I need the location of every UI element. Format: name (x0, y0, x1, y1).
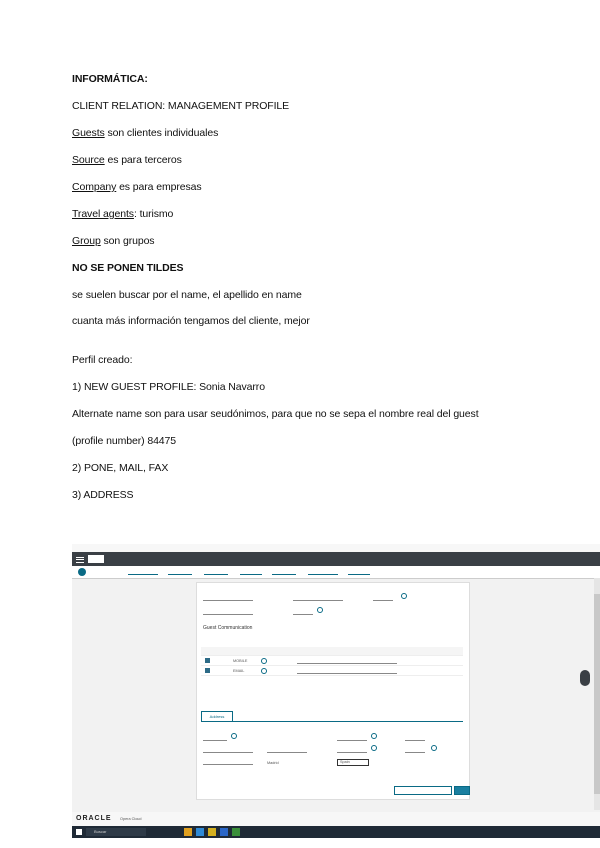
country-code-field[interactable] (337, 735, 367, 741)
folder-icon[interactable] (208, 828, 216, 836)
nav-item[interactable] (204, 569, 228, 575)
state-field[interactable] (337, 747, 367, 753)
name-field[interactable] (203, 595, 253, 601)
nav-item[interactable] (128, 569, 158, 575)
search-icon[interactable] (431, 745, 437, 751)
vip-field[interactable] (293, 609, 313, 615)
country-value: Spain (340, 760, 350, 764)
save-button[interactable] (454, 786, 470, 795)
doc-subtitle: CLIENT RELATION: MANAGEMENT PROFILE (72, 100, 290, 112)
item-desc: son grupos (100, 235, 155, 247)
doc-note-2: cuanta más información tengamos del cliente, mejor (72, 315, 310, 327)
doc-item-source (72, 154, 182, 166)
doc-warning: NO SE PONEN TILDES (72, 262, 184, 274)
windows-start-icon[interactable] (76, 829, 82, 835)
doc-step-1: 1) NEW GUEST PROFILE: Sonia Navarro (72, 381, 265, 393)
save-and-continue-button[interactable] (394, 786, 452, 795)
search-icon[interactable] (261, 658, 267, 664)
help-button[interactable] (580, 670, 590, 686)
city-value: Madrid (267, 761, 279, 765)
taskbar-search[interactable]: Buscar (86, 828, 146, 836)
item-term: Travel agents (72, 208, 134, 220)
scrollbar[interactable] (594, 578, 600, 810)
nav-item[interactable] (348, 569, 370, 575)
doc-alternate-note: Alternate name son para usar seudónimos, para que no se sepa el nombre real del guest (72, 408, 479, 420)
item-term: Group (72, 235, 101, 247)
address-line-field[interactable] (203, 747, 253, 753)
table-header (201, 647, 463, 656)
postal-code-field[interactable] (203, 759, 253, 765)
section-title: Guest Communication (203, 625, 253, 631)
type-field[interactable] (405, 735, 425, 741)
hamburger-menu-icon[interactable] (76, 555, 84, 563)
doc-step-2: 2) PONE, MAIL, FAX (72, 462, 169, 474)
comm-value[interactable] (297, 658, 397, 664)
doc-profile-number: (profile number) 84475 (72, 435, 177, 447)
item-desc: son clientes individuales (104, 127, 219, 139)
primary-checkbox[interactable] (205, 658, 210, 663)
browser-address-bar (72, 544, 600, 552)
nav-item[interactable] (240, 569, 262, 575)
search-icon[interactable] (231, 733, 237, 739)
table-row[interactable] (201, 667, 463, 676)
tab-underline (201, 721, 463, 722)
doc-heading: INFORMÁTICA: (72, 73, 148, 85)
search-icon[interactable] (317, 607, 323, 613)
item-desc: es para terceros (104, 154, 182, 166)
search-icon[interactable] (261, 668, 267, 674)
nav-item[interactable] (168, 569, 192, 575)
address-field[interactable] (203, 735, 227, 741)
home-icon[interactable] (78, 568, 86, 576)
chrome-icon[interactable] (232, 828, 240, 836)
search-icon[interactable] (401, 593, 407, 599)
first-name-field[interactable] (203, 609, 253, 615)
profile-panel (196, 582, 470, 800)
nav-item[interactable] (308, 569, 338, 575)
app-header (72, 552, 600, 566)
nav-item[interactable] (272, 569, 296, 575)
country-field[interactable] (337, 759, 369, 766)
windows-taskbar (72, 826, 600, 838)
item-desc: : turismo (133, 208, 174, 220)
oracle-logo: ORACLE (76, 815, 112, 822)
app-footer (72, 812, 600, 826)
word-icon[interactable] (220, 828, 228, 836)
app-logo (88, 555, 104, 563)
doc-item-group (72, 235, 154, 247)
main-nav (72, 566, 600, 579)
footer-text: Opera Cloud (120, 817, 142, 821)
doc-item-travel-agents (72, 208, 173, 220)
doc-note-1: se suelen buscar por el name, el apellido en name (72, 289, 302, 301)
edge-icon[interactable] (196, 828, 204, 836)
language-field[interactable] (293, 595, 343, 601)
embedded-screenshot (72, 536, 600, 838)
title-field[interactable] (373, 595, 393, 601)
city-prefix-field[interactable] (267, 747, 307, 753)
item-term: Company (72, 181, 117, 193)
comm-type: MOBILE (233, 659, 248, 663)
language-field[interactable] (405, 747, 425, 753)
item-desc: es para empresas (116, 181, 202, 193)
table-row[interactable] (201, 657, 463, 666)
search-icon[interactable] (371, 733, 377, 739)
tab-address[interactable]: Address (201, 711, 233, 722)
primary-checkbox[interactable] (205, 668, 210, 673)
comm-value[interactable] (297, 668, 397, 674)
item-term: Source (72, 154, 105, 166)
item-term: Guests (72, 127, 105, 139)
doc-item-guests (72, 127, 218, 139)
file-explorer-icon[interactable] (184, 828, 192, 836)
doc-item-company (72, 181, 202, 193)
search-icon[interactable] (371, 745, 377, 751)
comm-type: EMAIL (233, 669, 245, 673)
doc-created-label: Perfil creado: (72, 354, 133, 366)
doc-step-3: 3) ADDRESS (72, 489, 134, 501)
